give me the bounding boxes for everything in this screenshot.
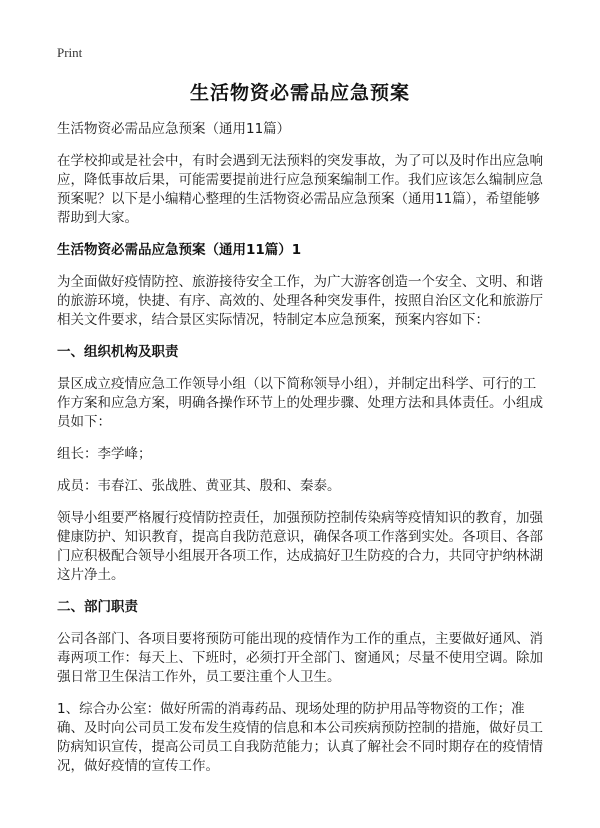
- page-title: 生活物资必需品应急预案: [189, 82, 410, 104]
- heading-department-duties: 二、部门职责: [57, 599, 138, 615]
- document-body: [57, 120, 547, 789]
- department-paragraph: 公司各部门、各项目要将预防可能出现的疫情作为工作的重点，主要做好通风、消毒两项工作：每天上、下班时，必须打开全部门、窗通风；尽量不使用空调。除加强日常卫生保洁工作外，员工要注重个人卫生。: [57, 631, 543, 685]
- heading-organization: 一、组织机构及职责: [57, 344, 179, 360]
- print-label: Print: [57, 45, 83, 60]
- office-paragraph: 1、综合办公室：做好所需的消毒药品、现场处理的防护用品等物资的工作；准确、及时向公司员工发布发生疫情的信息和本公司疾病预防控制的措施，做好员工防病知识宣传，提高公司员工自我防范能力；认真了解社会不同时期存在的疫情情况，做好疫情的宣传工作。: [57, 701, 543, 774]
- leader-duty-paragraph: 领导小组要严格履行疫情防控责任，加强预防控制传染病等疫情知识的教育，加强健康防护、知识教育，提高自我防范意识，确保各项工作落到实处。各项目、各部门应积极配合领导小组展开各项工作，达成搞好卫生防疫的合力，共同守护纳林湖这片净土。: [57, 510, 543, 583]
- section-title: 生活物资必需品应急预案（通用11篇）1: [57, 242, 302, 258]
- leader-line: 组长：李学峰；: [57, 446, 152, 462]
- members-line: 成员：韦春江、张战胜、黄亚其、殷和、秦泰。: [57, 478, 341, 494]
- document-subtitle: 生活物资必需品应急预案（通用11篇）: [57, 121, 291, 137]
- intro-paragraph: 在学校抑或是社会中，有时会遇到无法预料的突发事故，为了可以及时作出应急响应，降低事故后果，可能需要提前进行应急预案编制工作。我们应该怎么编制应急预案呢？以下是小编精心整理的生活物资必需品应急预案（通用11篇），希望能够帮助到大家。: [57, 153, 543, 226]
- organization-paragraph: 景区成立疫情应急工作领导小组（以下简称领导小组），并制定出科学、可行的工作方案和应急方案，明确各操作环节上的处理步骤、处理方法和具体责任。小组成员如下：: [57, 376, 543, 430]
- section-intro-paragraph: 为全面做好疫情防控、旅游接待安全工作，为广大游客创造一个安全、文明、和谐的旅游环境，快捷、有序、高效的、处理各种突发事件，按照自治区文化和旅游厅相关文件要求，结合景区实际情况，特制定本应急预案，预案内容如下：: [57, 274, 543, 328]
